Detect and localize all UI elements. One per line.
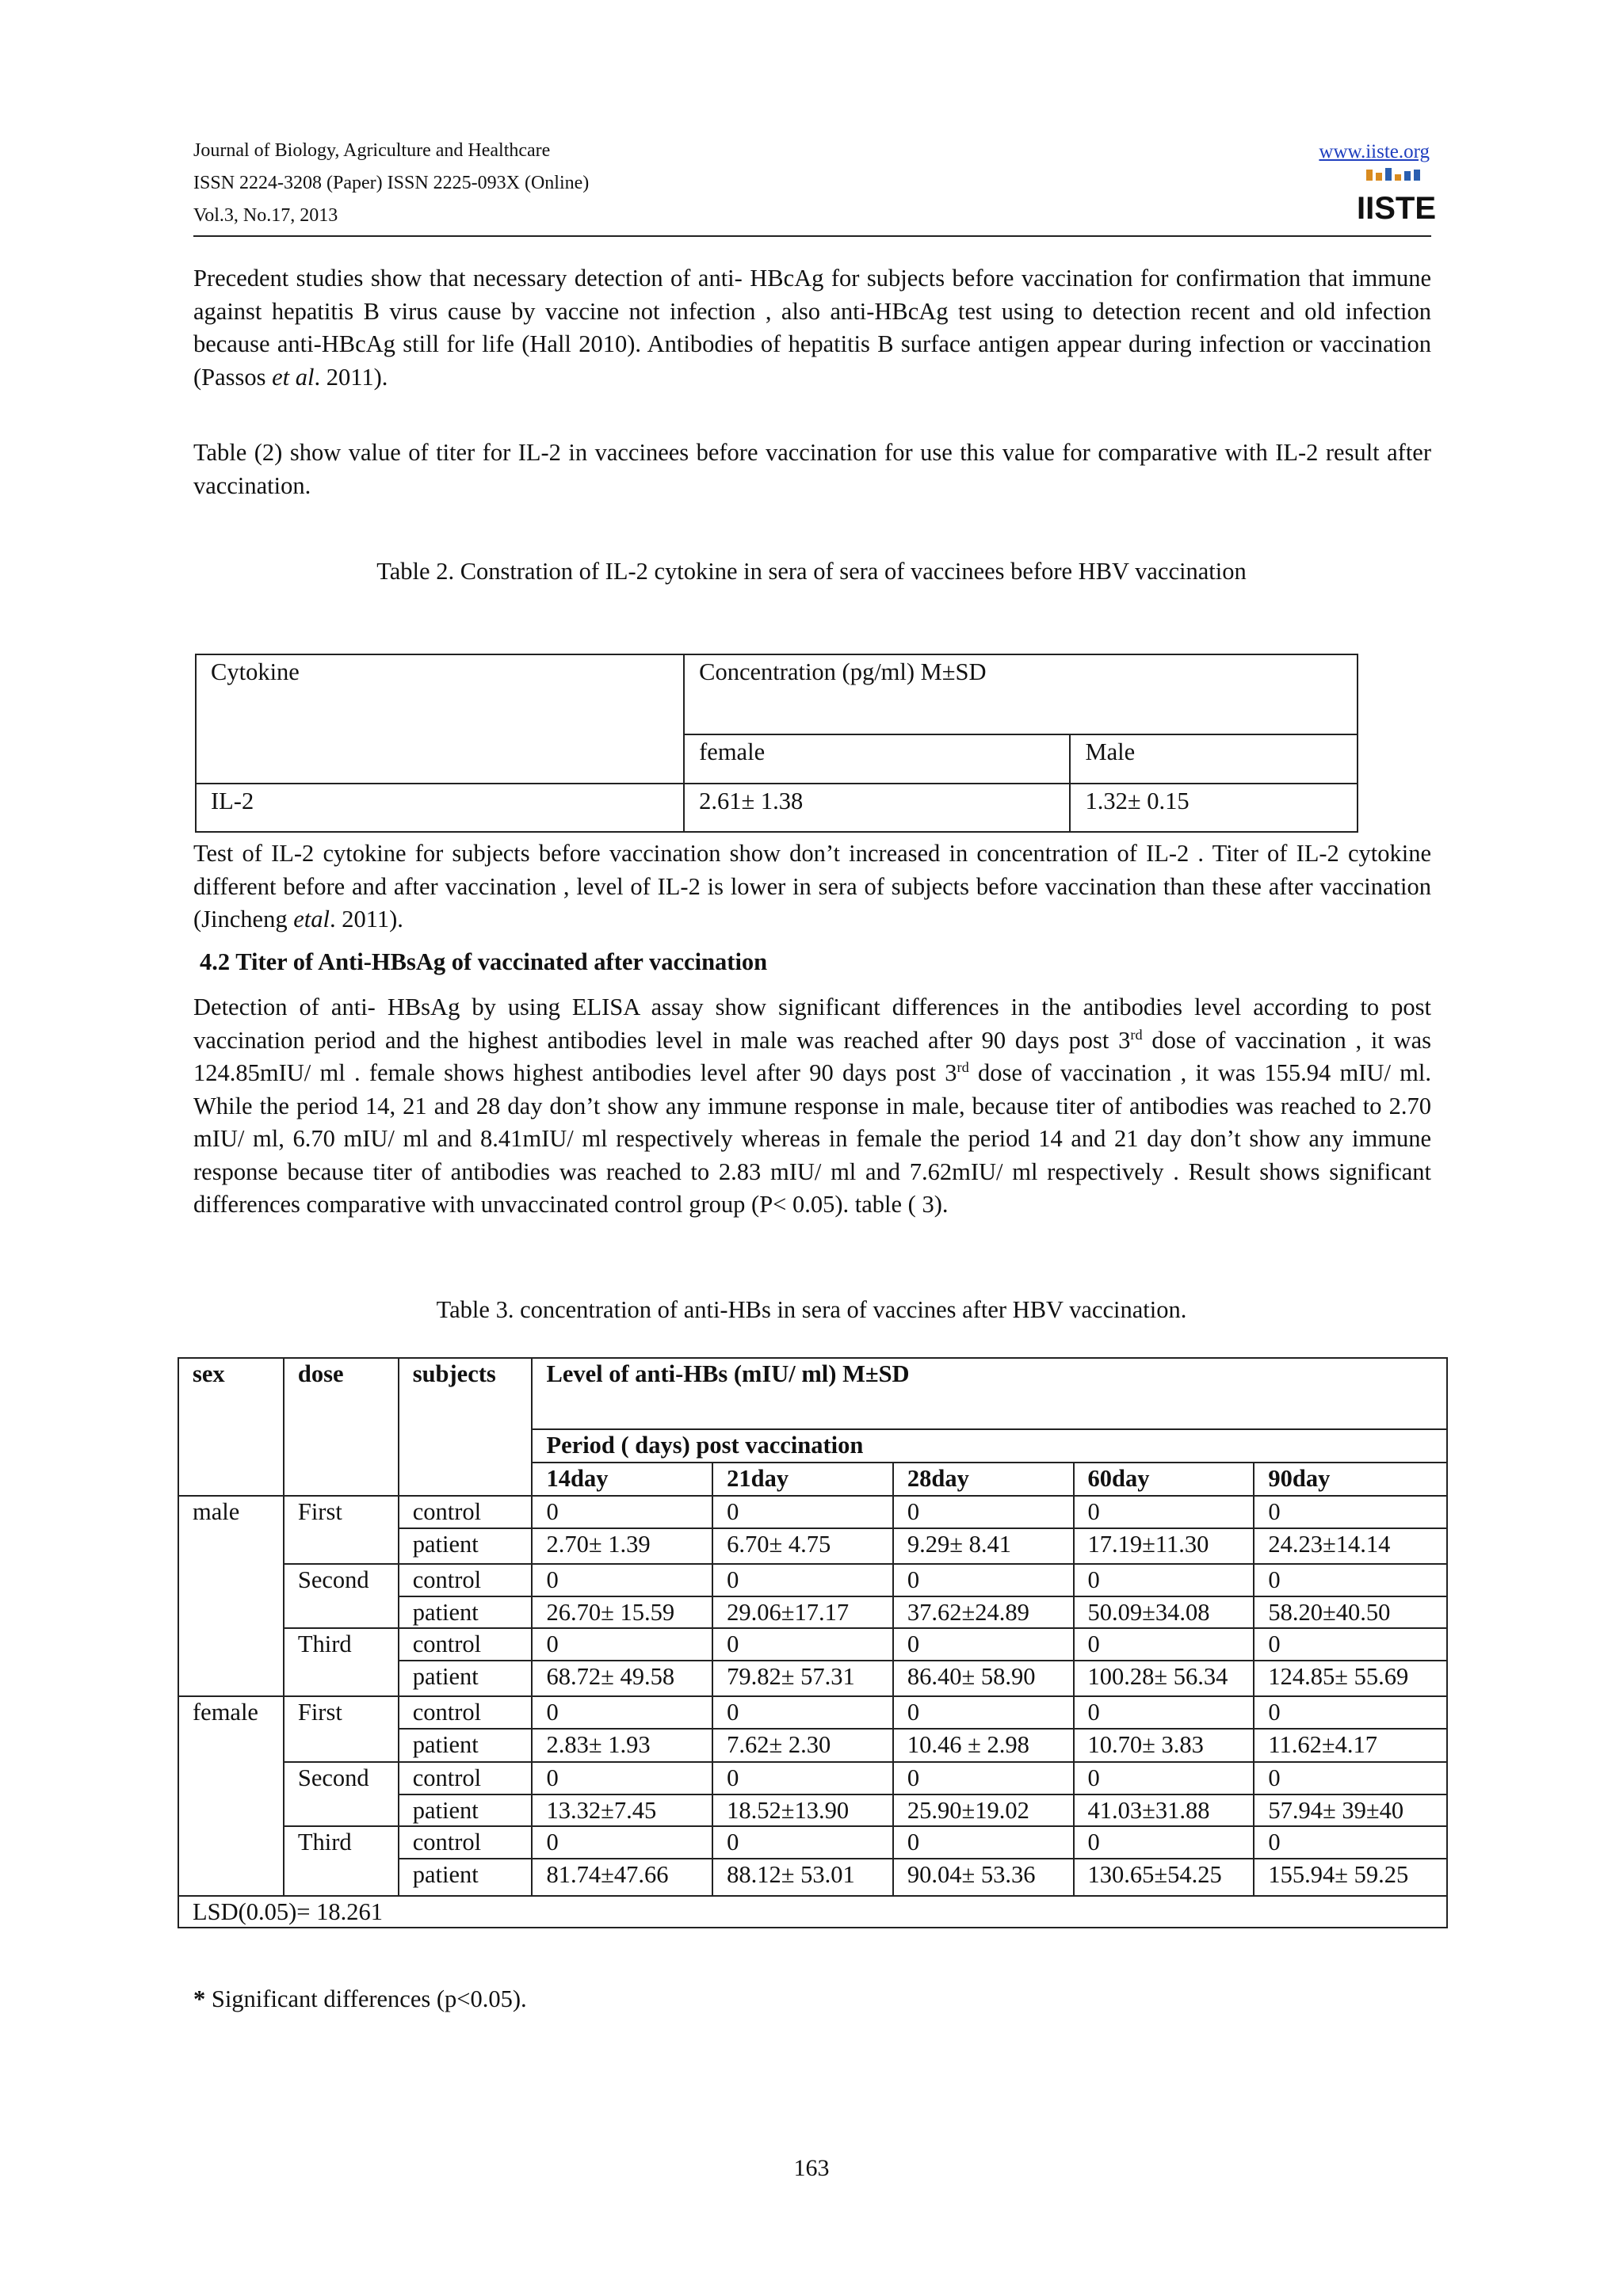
t3-cell-value: 0: [893, 1696, 1074, 1729]
t2-row-label: IL-2: [196, 784, 684, 832]
t3-lsd-value: LSD(0.05)= 18.261: [178, 1896, 1447, 1928]
journal-issn: ISSN 2224-3208 (Paper) ISSN 2225-093X (Online): [193, 173, 590, 193]
t3-cell-value: 0: [712, 1696, 893, 1729]
t2-header-concentration: Concentration (pg/ml) M±SD: [684, 654, 1358, 734]
t3-cell-subject: patient: [399, 1859, 533, 1896]
paragraph-il2-test: Test of IL-2 cytokine for subjects before vaccination show don’t increased in concentration of IL-2 . Titer of IL-2 cytokine different before and after vaccination , level of IL-2 is lower in sera of subjects before vaccination than these after vaccination (Jincheng etal. 2011).: [193, 840, 1431, 933]
t3-cell-value: 124.85± 55.69: [1254, 1661, 1447, 1696]
t3-cell-value: 0: [1254, 1696, 1447, 1729]
journal-volume: Vol.3, No.17, 2013: [193, 205, 338, 226]
t3-cell-value: 6.70± 4.75: [712, 1528, 893, 1564]
table-row: [178, 1762, 1447, 1794]
t3-cell-value: 0: [532, 1564, 712, 1596]
header-rule: [193, 235, 1431, 237]
t3-cell-value: 0: [1074, 1762, 1254, 1794]
t3-cell-value: 88.12± 53.01: [712, 1859, 893, 1896]
t3-cell-value: 0: [893, 1628, 1074, 1661]
t3-cell-value: 0: [532, 1628, 712, 1661]
t3-cell-value: 37.62±24.89: [893, 1596, 1074, 1628]
t3-cell-subject: patient: [399, 1729, 533, 1762]
t3-cell-value: 0: [532, 1762, 712, 1794]
t3-cell-value: 0: [532, 1826, 712, 1859]
t3-cell-value: 81.74±47.66: [532, 1859, 712, 1896]
t3-cell-value: 50.09±34.08: [1074, 1596, 1254, 1628]
t3-cell-value: 0: [1074, 1696, 1254, 1729]
t3-cell-value: 2.70± 1.39: [532, 1528, 712, 1564]
t3-cell-value: 25.90±19.02: [893, 1794, 1074, 1826]
t3-cell-subject: patient: [399, 1794, 533, 1826]
table-row: [178, 1696, 1447, 1729]
paragraph-table2-intro: Table (2) show value of titer for IL-2 in vaccinees before vaccination for use this value for comparative with IL-2 result after vaccination.: [193, 439, 1431, 499]
t3-cell-subject: patient: [399, 1661, 533, 1696]
t3-header-day: 21day: [712, 1463, 893, 1496]
t2-row-female: 2.61± 1.38: [684, 784, 1070, 832]
table-anti-hbs: [178, 1357, 1448, 1928]
table-row: [178, 1564, 1447, 1596]
t3-cell-value: 57.94± 39±40: [1254, 1794, 1447, 1826]
t3-cell-value: 0: [893, 1826, 1074, 1859]
t3-cell-value: 0: [1074, 1496, 1254, 1528]
t3-cell-value: 155.94± 59.25: [1254, 1859, 1447, 1896]
t3-cell-value: 130.65±54.25: [1074, 1859, 1254, 1896]
t3-cell-value: 0: [1074, 1628, 1254, 1661]
t2-header-male: Male: [1070, 734, 1358, 784]
t3-cell-value: 68.72± 49.58: [532, 1661, 712, 1696]
t3-cell-value: 7.62± 2.30: [712, 1729, 893, 1762]
t3-cell-value: 0: [893, 1564, 1074, 1596]
paragraph-anti-hbsag-detection: Detection of anti- HBsAg by using ELISA assay show significant differences in the antibodies level according to post vaccination period and the highest antibodies level in male was reached after 90 days post 3rd dose of vaccination , it was 124.85mIU/ ml . female shows highest antibodies level after 90 days post 3rd dose of vaccination , it was 155.94 mIU/ ml. While the period 14, 21 and 28 day don’t show any immune response in male, because titer of antibodies was reached to 2.70 mIU/ ml, 6.70 mIU/ ml and 8.41mIU/ ml respectively whereas in female the period 14 and 21 day don’t show any immune response because titer of antibodies was reached to 2.83 mIU/ ml and 7.62mIU/ ml respectively . Result shows significant differences comparative with unvaccinated control group (P< 0.05). table ( 3).: [193, 994, 1432, 1218]
table-il2: [195, 654, 1358, 833]
t3-header-day: 28day: [893, 1463, 1074, 1496]
t3-cell-dose: Third: [284, 1826, 399, 1896]
t3-cell-value: 0: [712, 1762, 893, 1794]
t3-cell-value: 0: [712, 1826, 893, 1859]
t3-cell-value: 41.03±31.88: [1074, 1794, 1254, 1826]
table-row: [178, 1496, 1447, 1528]
t3-cell-value: 90.04± 53.36: [893, 1859, 1074, 1896]
table-row: [178, 1628, 1447, 1661]
t3-cell-value: 29.06±17.17: [712, 1596, 893, 1628]
section-heading-4-2: 4.2 Titer of Anti-HBsAg of vaccinated after vaccination: [200, 948, 768, 975]
t3-cell-dose: Third: [284, 1628, 399, 1696]
t3-header-day: 90day: [1254, 1463, 1447, 1496]
t3-cell-value: 0: [712, 1496, 893, 1528]
t3-cell-value: 17.19±11.30: [1074, 1528, 1254, 1564]
page-number: 163: [793, 2155, 830, 2181]
t3-cell-value: 0: [893, 1762, 1074, 1794]
t3-header-subjects: subjects: [399, 1358, 533, 1496]
table2-caption: Table 2. Constration of IL-2 cytokine in sera of sera of vaccinees before HBV vaccination: [376, 558, 1247, 585]
t3-cell-value: 0: [1074, 1826, 1254, 1859]
t3-cell-value: 0: [1254, 1762, 1447, 1794]
t3-cell-sex: male: [178, 1496, 284, 1696]
t3-cell-dose: Second: [284, 1762, 399, 1826]
t3-header-sex: sex: [178, 1358, 284, 1496]
t3-header-level: Level of anti-HBs (mIU/ ml) M±SD: [532, 1358, 1447, 1429]
t2-header-cytokine: Cytokine: [196, 654, 684, 784]
t3-header-day: 14day: [532, 1463, 712, 1496]
t3-cell-value: 79.82± 57.31: [712, 1661, 893, 1696]
t3-cell-value: 0: [1254, 1564, 1447, 1596]
website-link[interactable]: www.iiste.org: [1319, 141, 1430, 162]
t3-cell-value: 86.40± 58.90: [893, 1661, 1074, 1696]
t3-cell-subject: patient: [399, 1596, 533, 1628]
t3-cell-value: 100.28± 56.34: [1074, 1661, 1254, 1696]
t3-cell-dose: First: [284, 1696, 399, 1762]
t3-header-period: Period ( days) post vaccination: [532, 1429, 1447, 1463]
t3-cell-value: 0: [712, 1628, 893, 1661]
table-row: [178, 1826, 1447, 1859]
t3-cell-value: 2.83± 1.93: [532, 1729, 712, 1762]
iiste-logo: [1356, 166, 1437, 226]
journal-title: Journal of Biology, Agriculture and Healthcare: [193, 140, 551, 161]
t3-cell-value: 0: [1254, 1628, 1447, 1661]
t3-cell-value: 10.70± 3.83: [1074, 1729, 1254, 1762]
t3-cell-value: 13.32±7.45: [532, 1794, 712, 1826]
t3-cell-value: 26.70± 15.59: [532, 1596, 712, 1628]
t3-cell-value: 9.29± 8.41: [893, 1528, 1074, 1564]
t3-cell-value: 18.52±13.90: [712, 1794, 893, 1826]
t3-header-dose: dose: [284, 1358, 399, 1496]
t3-cell-subject: patient: [399, 1528, 533, 1564]
t2-row-male: 1.32± 0.15: [1070, 784, 1358, 832]
t3-cell-value: 0: [532, 1496, 712, 1528]
table3-caption: Table 3. concentration of anti-HBs in sera of vaccines after HBV vaccination.: [436, 1296, 1187, 1323]
paragraph-precedent-studies: Precedent studies show that necessary detection of anti- HBcAg for subjects before vaccination for confirmation that immune against hepatitis B virus cause by vaccine not infection , also anti-HBcAg test using to detection recent and old infection because anti-HBcAg still for life (Hall 2010). Antibodies of hepatitis B surface antigen appear during infection or vaccination (Passos et al. 2011).: [193, 265, 1431, 391]
t3-header-day: 60day: [1074, 1463, 1254, 1496]
t3-cell-value: 58.20±40.50: [1254, 1596, 1447, 1628]
t3-cell-value: 0: [1254, 1826, 1447, 1859]
footnote-significance: * Significant differences (p<0.05).: [193, 1985, 527, 2012]
t3-cell-value: 11.62±4.17: [1254, 1729, 1447, 1762]
t3-cell-subject: control: [399, 1496, 533, 1528]
t3-cell-value: 24.23±14.14: [1254, 1528, 1447, 1564]
t3-cell-dose: Second: [284, 1564, 399, 1628]
t3-cell-value: 10.46 ± 2.98: [893, 1729, 1074, 1762]
t3-lsd-row: [178, 1896, 1447, 1928]
t3-cell-subject: control: [399, 1564, 533, 1596]
t2-header-female: female: [684, 734, 1070, 784]
t3-cell-value: 0: [712, 1564, 893, 1596]
t3-cell-subject: control: [399, 1826, 533, 1859]
t3-cell-sex: female: [178, 1696, 284, 1896]
logo-text: IISTE: [1356, 191, 1437, 226]
t3-cell-subject: control: [399, 1628, 533, 1661]
t3-cell-value: 0: [893, 1496, 1074, 1528]
t3-cell-value: 0: [1074, 1564, 1254, 1596]
t3-cell-value: 0: [532, 1696, 712, 1729]
t3-cell-value: 0: [1254, 1496, 1447, 1528]
t3-cell-dose: First: [284, 1496, 399, 1564]
t3-cell-subject: control: [399, 1762, 533, 1794]
t3-cell-subject: control: [399, 1696, 533, 1729]
